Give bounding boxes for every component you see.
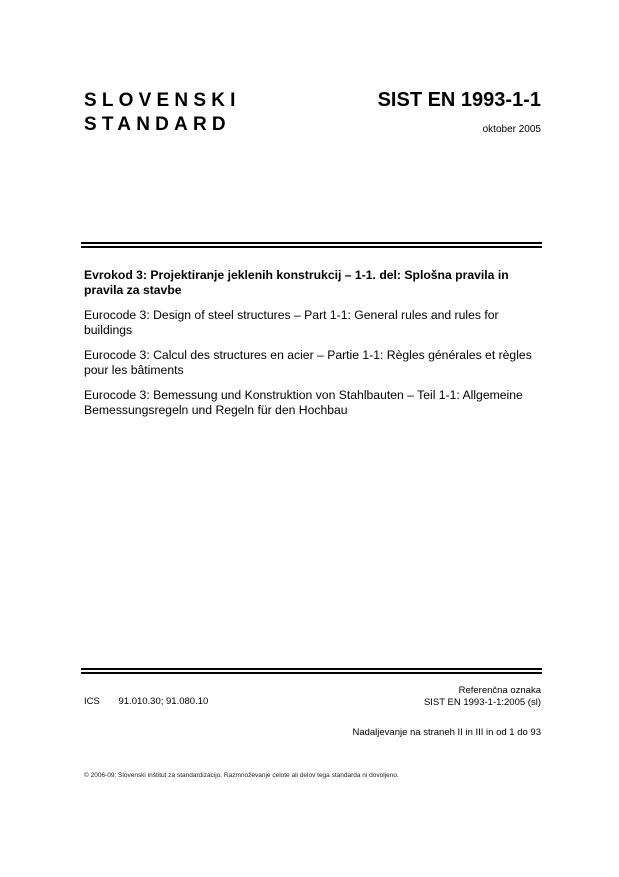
publication-date: oktober 2005	[482, 124, 541, 135]
bottom-rule-1	[81, 668, 542, 670]
copyright-notice: © 2006-09: Slovenski inštitut za standardizacijo. Razmnoževanje celote ali delov tega standarda ni dovoljeno.	[84, 772, 399, 779]
ics-classification	[84, 696, 208, 707]
reference-value: SIST EN 1993-1-1:2005 (sl)	[423, 697, 541, 708]
bottom-rule-2	[81, 672, 542, 674]
continuation-note: Nadaljevanje na straneh II in III in od 1 do 93	[352, 727, 541, 738]
title-slovenian: Evrokod 3: Projektiranje jeklenih konstrukcij – 1-1. del: Splošna pravila in pravila za stavbe	[84, 268, 509, 297]
reference-block	[424, 685, 541, 709]
ics-label: ICS	[84, 696, 100, 707]
title-english: Eurocode 3: Design of steel structures – Part 1-1: General rules and rules for buildings	[84, 308, 499, 337]
top-rule-2	[81, 246, 542, 248]
titles-block	[84, 268, 544, 428]
brand-line-1: SLOVENSKI	[84, 90, 241, 111]
ics-value: 91.010.30; 91.080.10	[118, 696, 209, 707]
brand-line-2: STANDARD	[84, 114, 231, 135]
publisher-brand	[84, 89, 241, 137]
standard-code: SIST EN 1993-1-1	[377, 89, 541, 111]
title-french: Eurocode 3: Calcul des structures en acier – Partie 1-1: Règles générales et règles pour les bâtiments	[84, 348, 532, 377]
top-rule-1	[81, 242, 542, 244]
reference-label: Referenčna oznaka	[458, 685, 541, 696]
title-german: Eurocode 3: Bemessung und Konstruktion von Stahlbauten – Teil 1-1: Allgemeine Bemessungsregeln und Regeln für den Hochbau	[84, 388, 523, 417]
